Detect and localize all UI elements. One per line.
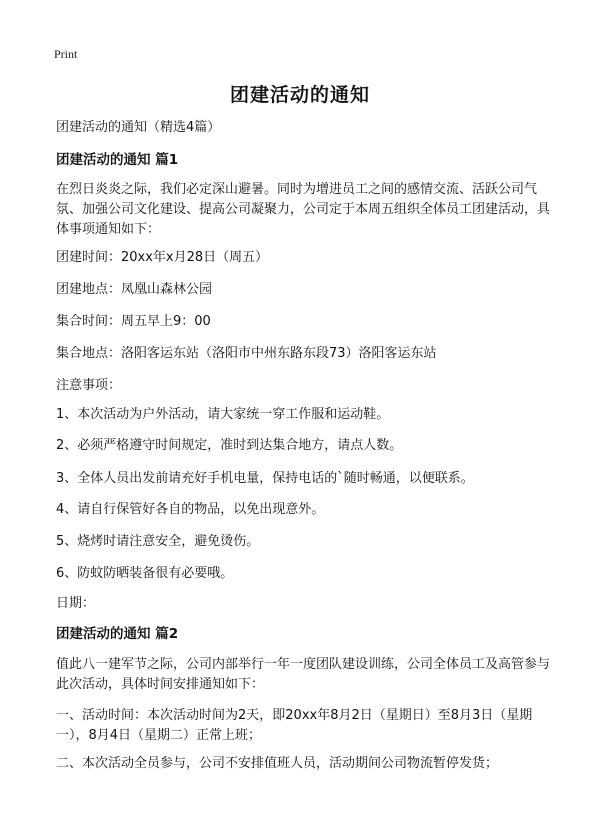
print-link[interactable]: Print — [54, 47, 78, 61]
gather-time: 集合时间：周五早上9：00 — [56, 314, 211, 329]
event-time: 团建时间：20xx年x月28日（周五） — [56, 250, 269, 265]
note-item: 3、全体人员出发前请充好手机电量，保持电话的`随时畅通，以便联系。 — [56, 471, 474, 486]
note-item: 6、防蚊防晒装备很有必要哦。 — [56, 566, 234, 581]
date-label: 日期： — [56, 596, 96, 611]
page-title: 团建活动的通知 — [229, 84, 370, 106]
gather-place: 集合地点：洛阳客运东站（洛阳市中州东路东段73）洛阳客运东站 — [56, 346, 437, 361]
section2-intro: 值此八一建军节之际，公司内部举行一年一度团队建设训练，公司全体员工及高管参与此次活动，具体时间安排通知如下： — [56, 657, 551, 692]
section1-intro: 在烈日炎炎之际，我们必定深山避暑。同时为增进员工之间的感情交流、活跃公司气氛、加强公司文化建设、提高公司凝聚力，公司定于本周五组织全体员工团建活动，具体事项通知如下： — [56, 182, 551, 237]
event-place: 团建地点：凤凰山森林公园 — [56, 282, 213, 297]
notes-label: 注意事项： — [56, 378, 122, 393]
section2-item2: 二、本次活动全员参与，公司不安排值班人员，活动期间公司物流暂停发货； — [56, 756, 499, 771]
note-item: 5、烧烤时请注意安全，避免烫伤。 — [56, 534, 260, 549]
section2-heading: 团建活动的通知 篇2 — [56, 626, 179, 642]
section2-item1: 一、活动时间：本次活动时间为2天，即20xx年8月2日（星期日）至8月3日（星期一），8月4日（星期二）正常上班； — [56, 708, 533, 743]
note-item: 1、本次活动为户外活动，请大家统一穿工作服和运动鞋。 — [56, 407, 390, 422]
note-item: 2、必须严格遵守时间规定，准时到达集合地方，请点人数。 — [56, 438, 403, 453]
section1-heading: 团建活动的通知 篇1 — [56, 152, 179, 168]
note-item: 4、请自行保管好各自的物品，以免出现意外。 — [56, 502, 325, 517]
document-subtitle: 团建活动的通知（精选4篇） — [56, 120, 221, 135]
